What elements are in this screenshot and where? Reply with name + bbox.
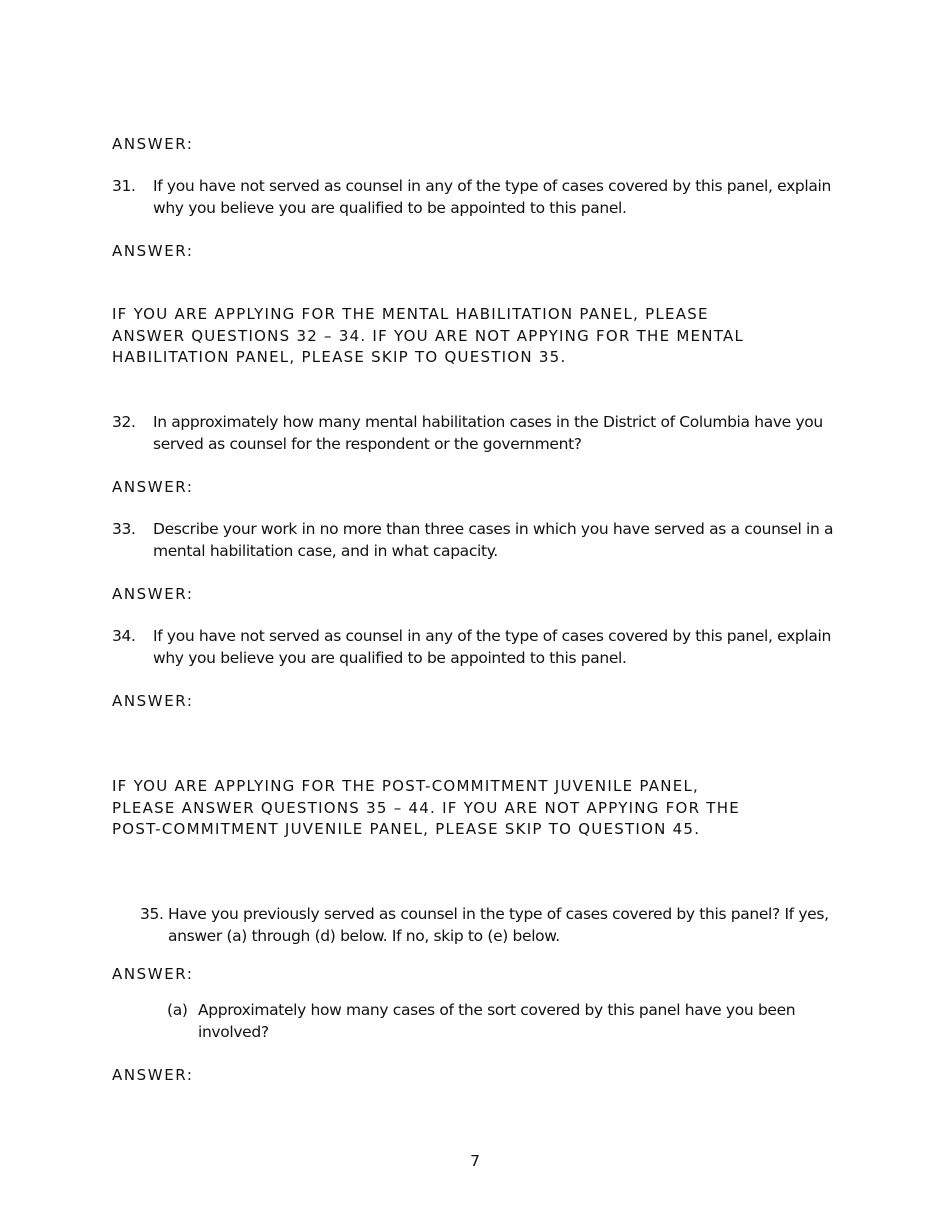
question-31-number: 31. <box>112 177 136 195</box>
question-35a <box>167 1000 807 1043</box>
juvenile-panel-notice-line-2: PLEASE ANSWER QUESTIONS 35 – 44. IF YOU ARE NOT APPYING FOR THE <box>112 798 740 817</box>
question-34 <box>112 626 837 669</box>
answer-label-34: ANSWER: <box>112 692 194 710</box>
answer-label-33: ANSWER: <box>112 585 194 603</box>
question-33 <box>112 519 837 562</box>
answer-label-30: ANSWER: <box>112 135 194 153</box>
question-34-number: 34. <box>112 627 136 645</box>
question-35a-text: Approximately how many cases of the sort covered by this panel have you been involved? <box>198 1001 796 1041</box>
mental-habilitation-notice <box>112 304 832 369</box>
question-35a-label: (a) <box>167 1001 188 1019</box>
answer-label-35a: ANSWER: <box>112 1066 194 1084</box>
question-35 <box>140 904 840 947</box>
juvenile-panel-notice-line-3: POST-COMMITMENT JUVENILE PANEL, PLEASE SKIP TO QUESTION 45. <box>112 820 701 838</box>
question-35-text-body: Have you previously served as counsel in the type of cases covered by this panel? If yes, answer (a) through (d) below. If no, skip to (e) below. <box>168 905 829 945</box>
answer-label-35: ANSWER: <box>112 965 194 983</box>
question-31 <box>112 176 837 219</box>
page-number: 7 <box>470 1152 480 1170</box>
question-33-text: Describe your work in no more than three cases in which you have served as a counsel in a mental habilitation case, and in what capacity. <box>153 520 834 560</box>
mental-habilitation-notice-line-1: IF YOU ARE APPLYING FOR THE MENTAL HABILITATION PANEL, PLEASE <box>112 305 709 323</box>
question-33-number: 33. <box>112 520 136 538</box>
answer-label-32: ANSWER: <box>112 478 194 496</box>
question-35-text <box>140 904 840 947</box>
question-34-text: If you have not served as counsel in any of the type of cases covered by this panel, explain why you believe you are qualified to be appointed to this panel. <box>153 627 831 667</box>
answer-label-31: ANSWER: <box>112 242 194 260</box>
mental-habilitation-notice-line-3: HABILITATION PANEL, PLEASE SKIP TO QUESTION 35. <box>112 348 567 366</box>
question-31-text: If you have not served as counsel in any of the type of cases covered by this panel, explain why you believe you are qualified to be appointed to this panel. <box>153 177 831 217</box>
question-32-number: 32. <box>112 413 136 431</box>
mental-habilitation-notice-line-2: ANSWER QUESTIONS 32 – 34. IF YOU ARE NOT APPYING FOR THE MENTAL <box>112 326 745 345</box>
question-32 <box>112 412 837 455</box>
juvenile-panel-notice-line-1: IF YOU ARE APPLYING FOR THE POST-COMMITMENT JUVENILE PANEL, <box>112 777 700 795</box>
question-32-text: In approximately how many mental habilitation cases in the District of Columbia have you served as counsel for the respondent or the government? <box>153 413 823 453</box>
juvenile-panel-notice <box>112 776 832 841</box>
question-35-number: 35. <box>140 905 164 923</box>
